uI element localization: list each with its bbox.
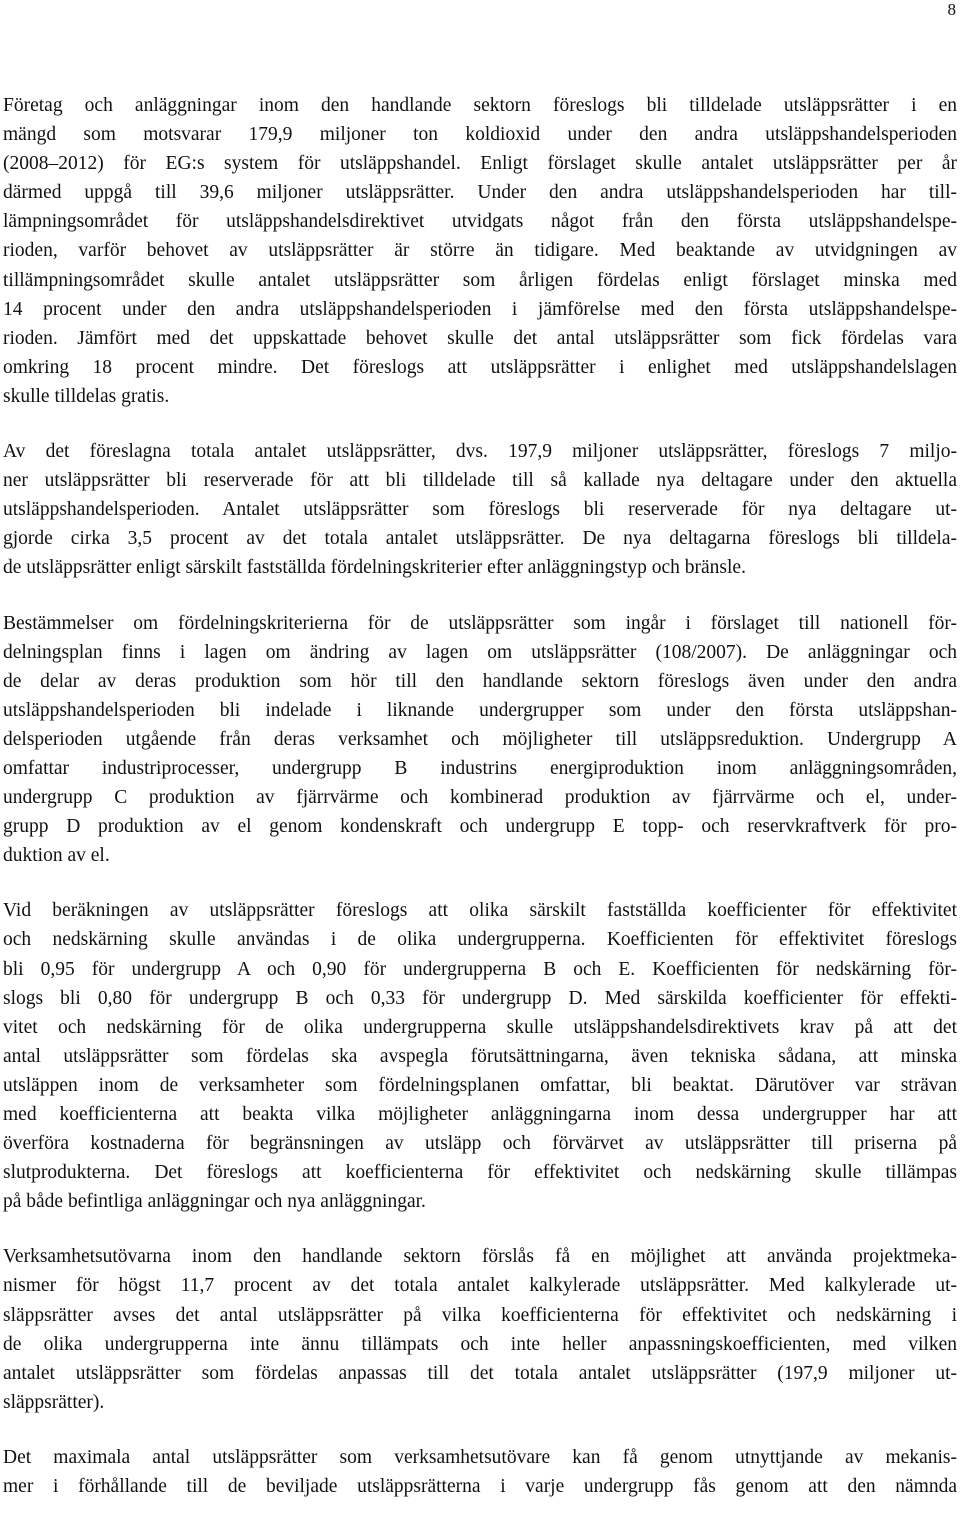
- paragraph-line: slutprodukterna. Det föreslogs att koefficienterna för effektivitet och nedskärning skulle tillämpas: [3, 1162, 957, 1184]
- paragraph: [3, 609, 957, 871]
- paragraph-line: ner utsläppsrätter bli reserverade för att bli tilldelade till så kallade nya deltagare under den aktuella: [3, 470, 957, 492]
- paragraph-line: de olika undergrupperna inte ännu tillämpats och inte heller anpassningskoefficienten, med vilken: [3, 1333, 957, 1355]
- paragraph: [3, 1242, 957, 1417]
- paragraph-line: (2008–2012) för EG:s system för utsläppshandel. Enligt förslaget skulle antalet utsläppsrätter per år: [3, 153, 957, 175]
- paragraph-line: delningsplan finns i lagen om ändring av lagen om utsläppsrätter (108/2007). De anläggningar och: [3, 641, 957, 663]
- paragraph-line: mängd som motsvarar 179,9 miljoner ton koldioxid under den andra utsläppshandelsperioden: [3, 124, 957, 146]
- paragraph-line: omkring 18 procent mindre. Det föreslogs att utsläppsrätter i enlighet med utsläppshandelslagen: [3, 356, 957, 378]
- paragraph-line: slogs bli 0,80 för undergrupp B och 0,33 för undergrupp D. Med särskilda koefficienter för effekti-: [3, 987, 957, 1009]
- paragraph-line: omfattar industriprocesser, undergrupp B industrins energiproduktion inom anläggningsområden,: [3, 757, 957, 779]
- paragraph-line: undergrupp C produktion av fjärrvärme och kombinerad produktion av fjärrvärme och el, under-: [3, 787, 957, 809]
- paragraph-line: antalet utsläppsrätter som fördelas anpassas till det totala antalet utsläppsrätter (197,9 miljoner ut-: [3, 1362, 957, 1384]
- paragraph-line: Det maximala antal utsläppsrätter som verksamhetsutövare kan få genom utnyttjande av mekanis-: [3, 1446, 957, 1468]
- paragraph-line: duktion av el.: [3, 845, 110, 867]
- paragraph-line: överföra kostnaderna för begränsningen av utsläpp och förvärvet av utsläppsrätter till priserna på: [3, 1133, 957, 1155]
- paragraph-line: nismer för högst 11,7 procent av det totala antalet kalkylerade utsläppsrätter. Med kalkylerade ut-: [3, 1275, 957, 1297]
- paragraph-line: Vid beräkningen av utsläppsrätter föreslogs att olika särskilt fastställda koefficienter för effektivitet: [3, 900, 957, 922]
- paragraph-line: bli 0,95 för undergrupp A och 0,90 för undergrupperna B och E. Koefficienten för nedskärning för-: [3, 958, 957, 980]
- paragraph-line: antal utsläppsrätter som fördelas ska avspegla förutsättningarna, även tekniska sådana, att minska: [3, 1045, 957, 1067]
- page-number: 8: [947, 0, 956, 19]
- paragraph-line: utsläppen inom de verksamheter som fördelningsplanen omfattar, bli beaktat. Därutöver var strävan: [3, 1074, 957, 1096]
- document-body: [3, 91, 957, 1527]
- paragraph-line: skulle tilldelas gratis.: [3, 385, 170, 407]
- paragraph-line: med koefficienterna att beakta vilka möjligheter anläggningarna inom dessa undergrupper har att: [3, 1104, 957, 1125]
- paragraph-line: och nedskärning skulle användas i de olika undergrupperna. Koefficienten för effektivitet föreslogs: [3, 929, 957, 951]
- paragraph-line: tillämpningsområdet skulle antalet utsläppsrätter som årligen fördelas enligt förslaget minska med: [3, 269, 957, 291]
- paragraph-line: mer i förhållande till de beviljade utsläppsrätterna i varje undergrupp fås genom att den nämnda: [3, 1476, 957, 1498]
- paragraph-line: Företag och anläggningar inom den handlande sektorn föreslogs bli tilldelade utsläppsrätter i en: [3, 95, 957, 116]
- paragraph-line: grupp D produktion av el genom kondenskraft och undergrupp E topp- och reservkraftverk för pro-: [3, 816, 957, 838]
- paragraph-line: utsläppshandelsperioden bli indelade i liknande undergrupper som under den första utsläppshan-: [3, 699, 957, 721]
- paragraph-line: Verksamhetsutövarna inom den handlande sektorn förslås få en möjlighet att använda projektmeka-: [3, 1246, 957, 1268]
- paragraph-line: gjorde cirka 3,5 procent av det totala antalet utsläppsrätter. De nya deltagarna föreslogs bli tilldela-: [3, 528, 957, 550]
- paragraph-line: rioden, varför behovet av utsläppsrätter är större än tidigare. Med beaktande av utvidgningen av: [3, 240, 957, 262]
- paragraph-line: utsläppshandelsperioden. Antalet utsläppsrätter som föreslogs bli reserverade för nya deltagare ut-: [3, 499, 957, 521]
- paragraph: [3, 1443, 957, 1501]
- paragraph: [3, 91, 957, 411]
- paragraph-line: 14 procent under den andra utsläppshandelsperioden i jämförelse med den första utsläppshandelspe-: [3, 298, 957, 320]
- paragraph-line: därmed uppgå till 39,6 miljoner utsläppsrätter. Under den andra utsläppshandelsperioden har till-: [3, 182, 957, 204]
- paragraph-line: rioden. Jämfört med det uppskattade behovet skulle det antal utsläppsrätter som fick fördelas vara: [3, 327, 957, 349]
- paragraph-line: lämpningsområdet för utsläppshandelsdirektivet utvidgats något från den första utsläppshandelspe-: [3, 211, 957, 233]
- paragraph-line: på både befintliga anläggningar och nya anläggningar.: [3, 1191, 426, 1213]
- paragraph-line: vitet och nedskärning för de olika undergrupperna skulle utsläppshandelsdirektivets krav på att det: [3, 1016, 957, 1038]
- paragraph: [3, 437, 957, 582]
- paragraph-line: delsperioden utgående från deras verksamhet och möjligheter till utsläppsreduktion. Undergrupp A: [3, 728, 957, 750]
- paragraph-line: de delar av deras produktion som hör till den handlande sektorn föreslogs även under den andra: [3, 670, 957, 692]
- paragraph-line: släppsrätter avses det antal utsläppsrätter på vilka koefficienterna för effektivitet och nedskärning i: [3, 1304, 957, 1326]
- paragraph-line: de utsläppsrätter enligt särskilt fastställda fördelningskriterier efter anläggningstyp och bränsle.: [3, 557, 746, 579]
- paragraph-line: släppsrätter).: [3, 1391, 105, 1413]
- paragraph: [3, 896, 957, 1216]
- paragraph-line: Av det föreslagna totala antalet utsläppsrätter, dvs. 197,9 miljoner utsläppsrätter, föreslogs 7 miljo-: [3, 441, 957, 463]
- paragraph-line: Bestämmelser om fördelningskriterierna för de utsläppsrätter som ingår i förslaget till nationell för-: [3, 612, 957, 634]
